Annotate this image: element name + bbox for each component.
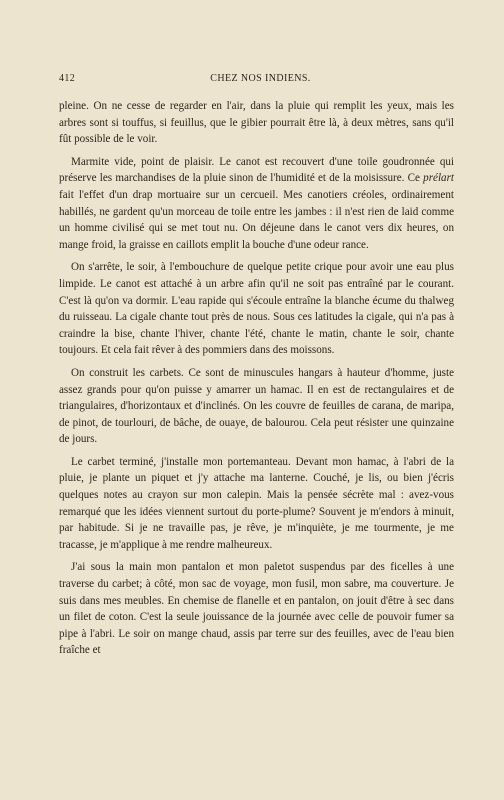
body-text <box>59 98 454 665</box>
italic-word: prélart <box>423 172 454 185</box>
paragraph: Marmite vide, point de plaisir. Le canot est recouvert d'une toile goudronnée qui préserve les marchandises de la pluie sinon de l'humidité et de la moisissure. Ce prélart fait l'effet d'un drap mortuaire sur un cercueil. Mes canotiers créoles, ordinairement habillés, ne gardent qu'un morceau de toile entre les jambes : il n'est rien de laid comme un homme civilisé qui se met tout nu. On déjeune dans le canot vers dix heures, on mange froid, la graisse en caillots emplit la bouche d'une odeur rance. <box>59 155 454 251</box>
page-header <box>59 73 452 87</box>
running-title: CHEZ NOS INDIENS. <box>210 73 311 84</box>
paragraph: J'ai sous la main mon pantalon et mon paletot suspendus par des ficelles à une traverse du carbet; à côté, mon sac de voyage, mon fusil, mon sabre, ma couverture. Je suis dans mes meubles. En chemise de flanelle et en pantalon, on jouit d'être à sec dans un filet de coton. C'est la seule jouissance de la journée avec celle de pouvoir fumer sa pipe à l'abri. Le soir on mange chaud, assis par terre sur des feuilles, avec de l'eau bien fraîche et <box>59 561 454 657</box>
paragraph: On construit les carbets. Ce sont de minuscules hangars à hauteur d'homme, juste assez grands pour qu'on puisse y amarrer un hamac. Il en est de rectangulaires et de triangulaires, d'horizontaux et d'inclinés. On les couvre de feuilles de carana, de maripa, de pinot, de tourlouri, de bâche, de ouaye, de balourou. Cela peut résister une quinzaine de jours. <box>59 366 454 446</box>
paragraph: Le carbet terminé, j'installe mon portemanteau. Devant mon hamac, à l'abri de la pluie, je plante un piquet et j'y attache ma lanterne. Couché, je lis, ou bien j'écris quelques notes au crayon sur mon calepin. Mais la pensée sécrète mal : avez-vous remarqué que les idées viennent surtout du porte-plume? Souvent je m'endors à minuit, par habitude. Si je ne travaille pas, je rêve, je m'inquiète, je me tourmente, je me tracasse, je m'applique à me rendre malheureux. <box>59 455 454 551</box>
paragraph: On s'arrête, le soir, à l'embouchure de quelque petite crique pour avoir une eau plus limpide. Le canot est attaché à un arbre afin qu'il ne soit pas entraîné par le courant. C'est là qu'on va dormir. L'eau rapide qui s'écoule entraîne la blanche écume du thalweg du ruisseau. La cigale chante tout près de nous. Sous ces latitudes la cigale, qui n'a pas à craindre la bise, chante l'hiver, chante l'été, chante le matin, chante le soir, chante toujours. Et cela fait rêver à des pommiers dans des moissons. <box>59 261 454 357</box>
paragraph: pleine. On ne cesse de regarder en l'air, dans la pluie qui remplit les yeux, mais les arbres sont si touffus, si feuillus, que le gibier pourrait être là, à deux mètres, sans qu'il fût possible de le voir. <box>59 100 454 146</box>
page-number: 412 <box>59 73 76 84</box>
